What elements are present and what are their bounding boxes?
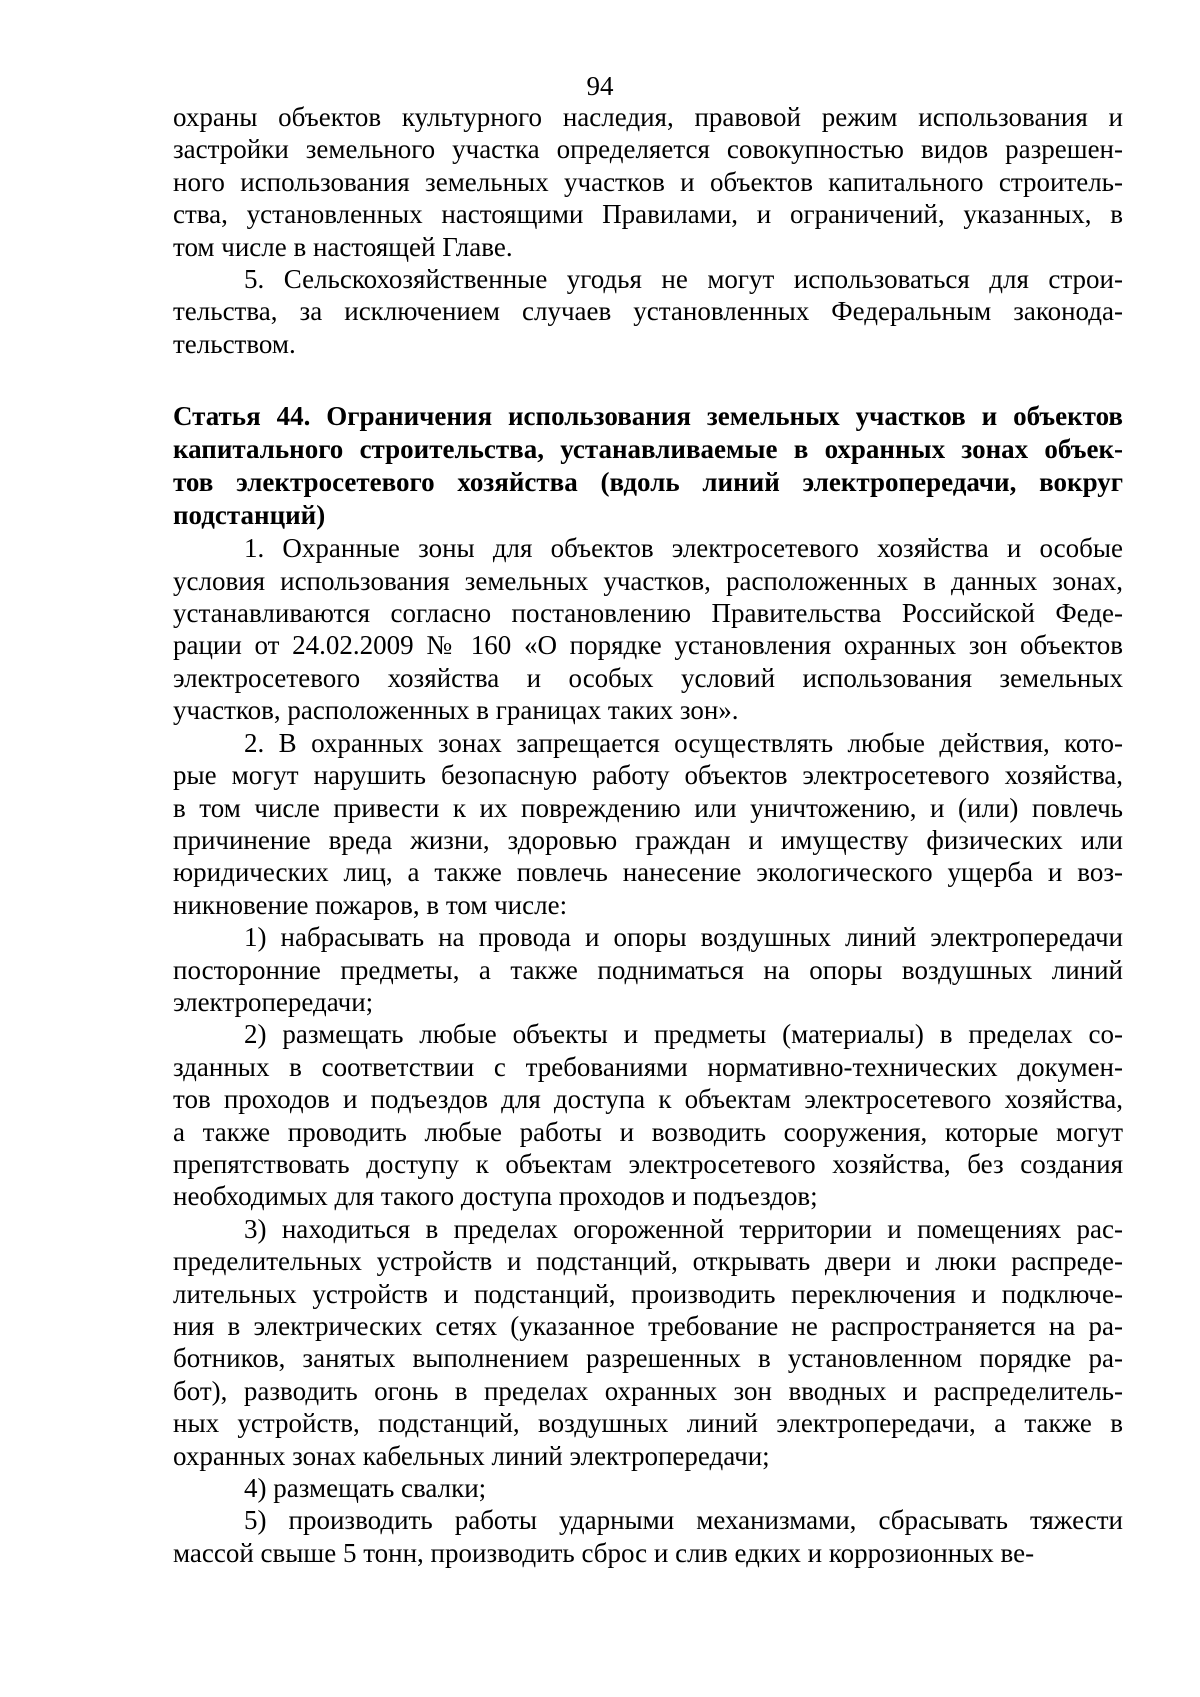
text-line: тельства, за исключением случаев установленных Федеральным законода- [173, 296, 1123, 327]
article-paragraph [173, 921, 1123, 1018]
article-paragraph [173, 1504, 1123, 1569]
text-line: рации от 24.02.2009 № 160 «О порядке установления охранных зон объектов [173, 630, 1123, 661]
text-line: капитального строительства, устанавливаемые в охранных зонах объек- [173, 434, 1123, 465]
article-paragraph [173, 727, 1123, 921]
text-line: зданных в соответствии с требованиями нормативно-технических докумен- [173, 1051, 1123, 1082]
text-line: охраны объектов культурного наследия, правовой режим использования и [173, 102, 1123, 132]
article-44-body [173, 532, 1123, 1569]
text-line: юридических лиц, а также повлечь нанесение экологического ущерба и воз- [173, 857, 1123, 888]
text-line: Статья 44. Ограничения использования земельных участков и объектов [173, 401, 1123, 432]
text-line: в том числе привести к их повреждению или уничтожению, и (или) повлечь [173, 792, 1123, 823]
text-line: тов электросетевого хозяйства (вдоль линий электропередачи, вокруг [173, 467, 1123, 498]
text-line: ных устройств, подстанций, воздушных линий электропередачи, а также в [173, 1408, 1123, 1439]
text-line: 2. В охранных зонах запрещается осуществлять любые действия, кото- [244, 727, 1123, 758]
text-line: 1. Охранные зоны для объектов электросетевого хозяйства и особые [244, 533, 1123, 564]
text-line: рые могут нарушить безопасную работу объектов электросетевого хозяйства, [173, 760, 1123, 791]
document-body [173, 101, 1123, 1569]
text-line: электросетевого хозяйства и особых условий использования земельных [173, 662, 1123, 693]
intro-paragraph [173, 101, 1123, 263]
text-line: 3) находиться в пределах огороженной территории и помещениях рас- [244, 1213, 1123, 1244]
text-line: причинение вреда жизни, здоровью граждан и имуществу физических или [173, 824, 1123, 855]
text-line: ства, установленных настоящими Правилами, и ограничений, указанных, в [173, 199, 1123, 230]
text-line: пределительных устройств и подстанций, открывать двери и люки распреде- [173, 1246, 1123, 1277]
text-line: никновение пожаров, в том числе: [173, 889, 568, 920]
text-line: препятствовать доступу к объектам электросетевого хозяйства, без создания [173, 1148, 1123, 1179]
article-paragraph [173, 1472, 1123, 1504]
text-line: 2) размещать любые объекты и предметы (материалы) в пределах со- [244, 1019, 1123, 1050]
text-line: устанавливаются согласно постановлению Правительства Российской Феде- [173, 598, 1123, 629]
text-line: 5) производить работы ударными механизмами, сбрасывать тяжести [244, 1505, 1123, 1536]
text-line: подстанций) [173, 500, 326, 531]
text-line: ботников, занятых выполнением разрешенных в установленном порядке ра- [173, 1343, 1123, 1374]
text-line: охранных зонах кабельных линий электропередачи; [173, 1440, 770, 1471]
article-paragraph [173, 532, 1123, 726]
article-paragraph [173, 1018, 1123, 1212]
text-line: участков, расположенных в границах таких зон». [173, 695, 739, 726]
article-paragraph [173, 1213, 1123, 1472]
text-line: а также проводить любые работы и возводить сооружения, которые могут [173, 1116, 1123, 1147]
text-line: ния в электрических сетях (указанное требование не распространяется на ра- [173, 1311, 1123, 1341]
item-5-paragraph [173, 263, 1123, 360]
text-line: лительных устройств и подстанций, производить переключения и подключе- [173, 1278, 1123, 1309]
text-line: посторонние предметы, а также подниматься на опоры воздушных линий [173, 954, 1123, 985]
text-line: застройки земельного участка определяется совокупностью видов разрешен- [173, 134, 1123, 165]
text-line: бот), разводить огонь в пределах охранных зон вводных и распределитель- [173, 1375, 1123, 1406]
page-number: 94 [586, 71, 614, 101]
text-line: 1) набрасывать на провода и опоры воздушных линий электропередачи [244, 922, 1123, 953]
article-44-heading [173, 400, 1123, 532]
text-line: том числе в настоящей Главе. [173, 231, 513, 262]
text-line: тельством. [173, 328, 296, 359]
text-line: ного использования земельных участков и объектов капитального строитель- [173, 166, 1123, 197]
text-line: условия использования земельных участков, расположенных в данных зонах, [173, 565, 1123, 596]
text-line: 5. Сельскохозяйственные угодья не могут использоваться для строи- [244, 264, 1123, 295]
text-line: тов проходов и подъездов для доступа к объектам электросетевого хозяйства, [173, 1084, 1123, 1115]
text-line: необходимых для такого доступа проходов и подъездов; [173, 1181, 818, 1212]
text-line: 4) размещать свалки; [244, 1473, 487, 1504]
text-line: массой свыше 5 тонн, производить сброс и слив едких и коррозионных ве- [173, 1537, 1035, 1568]
text-line: электропередачи; [173, 986, 374, 1017]
